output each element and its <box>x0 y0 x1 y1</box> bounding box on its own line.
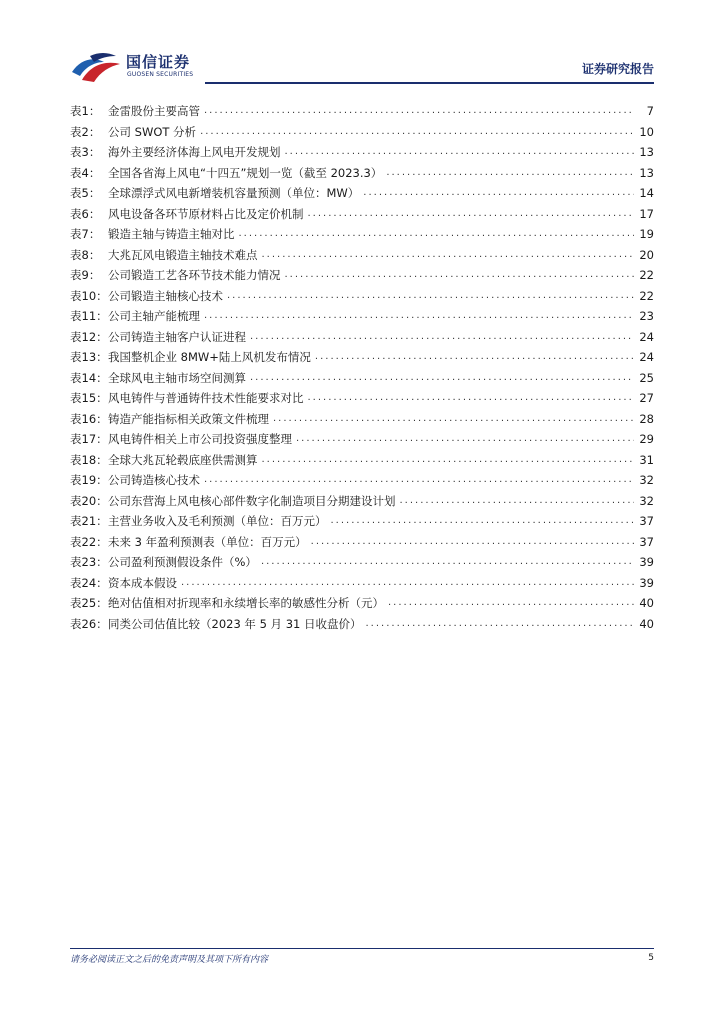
toc-leader-dots <box>250 373 634 383</box>
toc-leader-dots <box>273 414 634 424</box>
logo-chinese-name: 国信证券 <box>126 53 191 71</box>
toc-entry[interactable] <box>70 265 654 286</box>
toc-entry-page: 20 <box>639 247 654 262</box>
toc-entry-page: 24 <box>639 350 654 365</box>
toc-entry[interactable] <box>70 368 654 389</box>
toc-leader-dots <box>388 598 634 608</box>
toc-leader-dots <box>311 537 634 547</box>
page-header <box>0 0 724 90</box>
toc-entry-page: 32 <box>639 473 654 488</box>
toc-entry-title: 同类公司估值比较（2023 年 5 月 31 日收盘价） <box>108 616 362 631</box>
toc-entry-title: 公司盈利预测假设条件（%） <box>108 555 257 570</box>
toc-entry[interactable] <box>70 409 654 430</box>
toc-entry-page: 7 <box>646 104 654 119</box>
toc-entry-number: 表15： <box>70 391 108 406</box>
toc-entry-number: 表16： <box>70 411 108 426</box>
toc-leader-dots <box>250 332 634 342</box>
toc-entry-number: 表18： <box>70 452 108 467</box>
toc-leader-dots <box>181 578 634 588</box>
toc-entry-number: 表3： <box>70 145 101 160</box>
toc-entry-page: 13 <box>639 165 654 180</box>
toc-entry[interactable] <box>70 245 654 266</box>
toc-entry-title: 公司铸造核心技术 <box>108 473 200 488</box>
toc-entry[interactable] <box>70 142 654 163</box>
toc-entry-page: 10 <box>639 124 654 139</box>
toc-entry-page: 32 <box>639 493 654 508</box>
guosen-logo <box>70 50 200 84</box>
toc-leader-dots <box>262 250 635 260</box>
toc-leader-dots <box>262 455 635 465</box>
toc-leader-dots <box>400 496 635 506</box>
toc-entry-number: 表13： <box>70 350 108 365</box>
guosen-logo-mark-icon <box>70 50 122 84</box>
toc-leader-dots <box>204 475 634 485</box>
toc-entry-number: 表5： <box>70 186 101 201</box>
toc-entry-number: 表19： <box>70 473 108 488</box>
toc-leader-dots <box>261 557 634 567</box>
toc-entry[interactable] <box>70 429 654 450</box>
toc-entry-page: 31 <box>639 452 654 467</box>
toc-leader-dots <box>204 311 634 321</box>
header-divider <box>205 82 654 84</box>
toc-entry-number: 表9： <box>70 268 101 283</box>
toc-leader-dots <box>363 188 634 198</box>
toc-entry[interactable] <box>70 552 654 573</box>
toc-entry[interactable] <box>70 511 654 532</box>
toc-entry-title: 公司东营海上风电核心部件数字化制造项目分期建设计划 <box>108 493 396 508</box>
toc-leader-dots <box>285 147 635 157</box>
toc-entry-page: 39 <box>639 575 654 590</box>
toc-entry-number: 表8： <box>70 247 101 262</box>
toc-leader-dots <box>227 291 634 301</box>
toc-entry[interactable] <box>70 101 654 122</box>
toc-entry[interactable] <box>70 491 654 512</box>
toc-entry-number: 表1： <box>70 104 101 119</box>
toc-leader-dots <box>315 352 634 362</box>
toc-entry[interactable] <box>70 532 654 553</box>
toc-entry-number: 表14： <box>70 370 108 385</box>
toc-entry-page: 22 <box>639 268 654 283</box>
toc-leader-dots <box>285 270 635 280</box>
toc-entry[interactable] <box>70 286 654 307</box>
toc-leader-dots <box>204 106 634 116</box>
toc-entry-title: 公司锻造主轴核心技术 <box>108 288 223 303</box>
toc-entry-number: 表20： <box>70 493 108 508</box>
toc-entry[interactable] <box>70 163 654 184</box>
toc-entry-page: 17 <box>639 206 654 221</box>
toc-entry-title: 公司铸造主轴客户认证进程 <box>108 329 246 344</box>
toc-entry-title: 金雷股份主要高管 <box>108 104 200 119</box>
page-number: 5 <box>648 953 654 963</box>
toc-entry-number: 表26： <box>70 616 108 631</box>
toc-leader-dots <box>386 168 634 178</box>
footer-divider <box>70 948 654 949</box>
toc-entry-title: 公司主轴产能梳理 <box>108 309 200 324</box>
toc-entry-page: 37 <box>639 534 654 549</box>
toc-entry[interactable] <box>70 204 654 225</box>
toc-entry-number: 表2： <box>70 124 101 139</box>
toc-entry-page: 25 <box>639 370 654 385</box>
toc-entry-title: 风电铸件相关上市公司投资强度整理 <box>108 432 292 447</box>
toc-entry[interactable] <box>70 388 654 409</box>
toc-entry-title: 风电设备各环节原材料占比及定价机制 <box>108 206 304 221</box>
toc-entry[interactable] <box>70 470 654 491</box>
toc-entry-number: 表24： <box>70 575 108 590</box>
toc-entry-number: 表10： <box>70 288 108 303</box>
toc-entry[interactable] <box>70 573 654 594</box>
toc-entry-page: 14 <box>639 186 654 201</box>
toc-entry-page: 13 <box>639 145 654 160</box>
toc-entry-title: 全球漂浮式风电新增装机容量预测（单位：MW） <box>108 186 360 201</box>
toc-entry-title: 风电铸件与普通铸件技术性能要求对比 <box>108 391 304 406</box>
toc-entry-page: 39 <box>639 555 654 570</box>
document-type-label: 证券研究报告 <box>581 62 654 76</box>
toc-entry-title: 全球大兆瓦轮毂底座供需测算 <box>108 452 258 467</box>
toc-entry-title: 主营业务收入及毛利预测（单位：百万元） <box>108 514 327 529</box>
toc-entry-title: 资本成本假设 <box>108 575 177 590</box>
toc-entry-title: 全国各省海上风电“十四五”规划一览（截至 2023.3） <box>108 165 383 180</box>
footer-disclaimer: 请务必阅读正文之后的免责声明及其项下所有内容 <box>70 955 269 965</box>
toc-entry-number: 表23： <box>70 555 108 570</box>
toc-entry-page: 22 <box>639 288 654 303</box>
toc-entry-page: 24 <box>639 329 654 344</box>
toc-leader-dots <box>366 619 635 629</box>
toc-entry-number: 表25： <box>70 596 108 611</box>
toc-entry-page: 23 <box>639 309 654 324</box>
toc-entry-title: 海外主要经济体海上风电开发规划 <box>108 145 281 160</box>
toc-entry-number: 表22： <box>70 534 108 549</box>
toc-entry-title: 全球风电主轴市场空间测算 <box>108 370 246 385</box>
toc-entry-title: 我国整机企业 8MW+陆上风机发布情况 <box>108 350 311 365</box>
toc-entry[interactable] <box>70 327 654 348</box>
toc-entry-title: 公司锻造工艺各环节技术能力情况 <box>108 268 281 283</box>
toc-entry[interactable] <box>70 183 654 204</box>
toc-entry-number: 表11： <box>70 309 108 324</box>
toc-entry[interactable] <box>70 614 654 635</box>
toc-leader-dots <box>296 434 634 444</box>
toc-entry[interactable] <box>70 347 654 368</box>
toc-leader-dots <box>308 209 635 219</box>
toc-entry-page: 19 <box>639 227 654 242</box>
toc-entry-number: 表6： <box>70 206 101 221</box>
toc-entry-title: 公司 SWOT 分析 <box>108 124 197 139</box>
toc-entry-number: 表4： <box>70 165 101 180</box>
toc-leader-dots <box>239 229 635 239</box>
toc-entry-page: 37 <box>639 514 654 529</box>
toc-leader-dots <box>200 127 634 137</box>
toc-entry-title: 锻造主轴与铸造主轴对比 <box>108 227 235 242</box>
toc-entry[interactable] <box>70 593 654 614</box>
toc-entry[interactable] <box>70 122 654 143</box>
toc-entry-page: 28 <box>639 411 654 426</box>
toc-entry-page: 40 <box>639 596 654 611</box>
toc-entry[interactable] <box>70 224 654 245</box>
logo-english-name: GUOSEN SECURITIES <box>127 71 194 78</box>
toc-entry-page: 27 <box>639 391 654 406</box>
toc-entry-title: 铸造产能指标相关政策文件梳理 <box>108 411 269 426</box>
toc-leader-dots <box>331 516 635 526</box>
toc-entry[interactable] <box>70 450 654 471</box>
toc-entry-number: 表21： <box>70 514 108 529</box>
toc-entry-page: 40 <box>639 616 654 631</box>
toc-entry-number: 表12： <box>70 329 108 344</box>
toc-entry-title: 绝对估值相对折现率和永续增长率的敏感性分析（元） <box>108 596 384 611</box>
toc-entry-number: 表17： <box>70 432 108 447</box>
toc-entry[interactable] <box>70 306 654 327</box>
toc-entry-title: 未来 3 年盈利预测表（单位：百万元） <box>108 534 307 549</box>
toc-entry-number: 表7： <box>70 227 101 242</box>
table-of-tables <box>70 101 654 634</box>
toc-entry-page: 29 <box>639 432 654 447</box>
toc-entry-title: 大兆瓦风电锻造主轴技术难点 <box>108 247 258 262</box>
toc-leader-dots <box>308 393 635 403</box>
